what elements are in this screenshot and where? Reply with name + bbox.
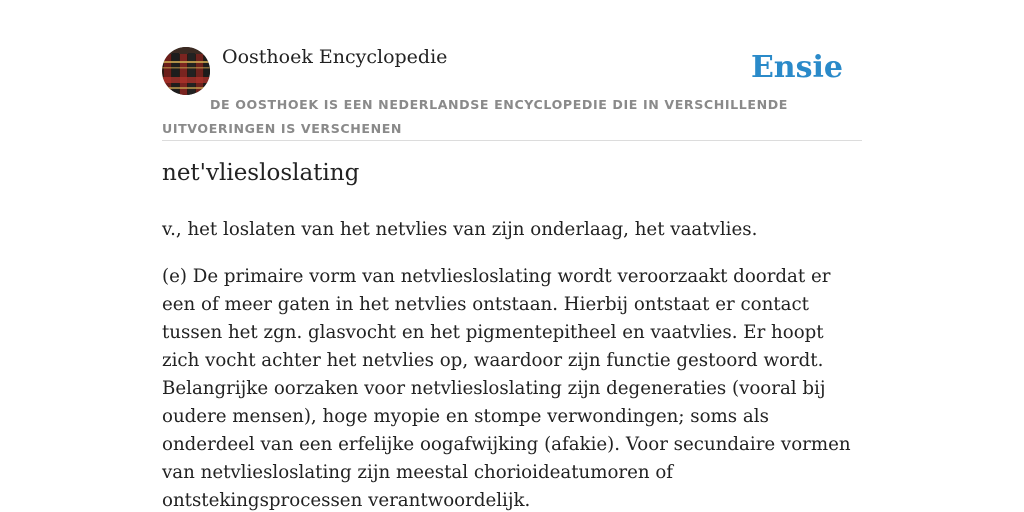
entry-title: net'vliesloslating	[162, 160, 360, 186]
encyclopedia-books-icon[interactable]	[162, 47, 210, 95]
source-title[interactable]: Oosthoek Encyclopedie	[222, 46, 448, 68]
ensie-logo[interactable]: Ensie	[750, 50, 843, 85]
entry-definition: v., het loslaten van het netvlies van zijn onderlaag, het vaatvlies.	[162, 219, 758, 240]
entry-body: (e) De primaire vorm van netvliesloslating wordt veroorzaakt doordat er een of meer gaten in het netvlies ontstaan. Hierbij ontstaat er contact tussen het zgn. glasvocht en het pigmentepitheel en vaatvlies. Er hoopt zich vocht achter het netvlies op, waardoor zijn functie gestoord wordt. Belangrijke oorzaken voor netvliesloslating zijn degeneraties (vooral bij oudere mensen), hoge myopie en stompe verwondingen; soms als onderdeel van een erfelijke oogafwijking (afakie). Voor secundaire vormen van netvliesloslating zijn meestal chorioideatumoren of ontstekingsprocessen verantwoordelijk.	[162, 266, 851, 511]
source-tagline: DE OOSTHOEK IS EEN NEDERLANDSE ENCYCLOPEDIE DIE IN VERSCHILLENDE UITVOERINGEN IS VERSCHENEN	[162, 97, 789, 136]
source-header	[162, 44, 862, 141]
